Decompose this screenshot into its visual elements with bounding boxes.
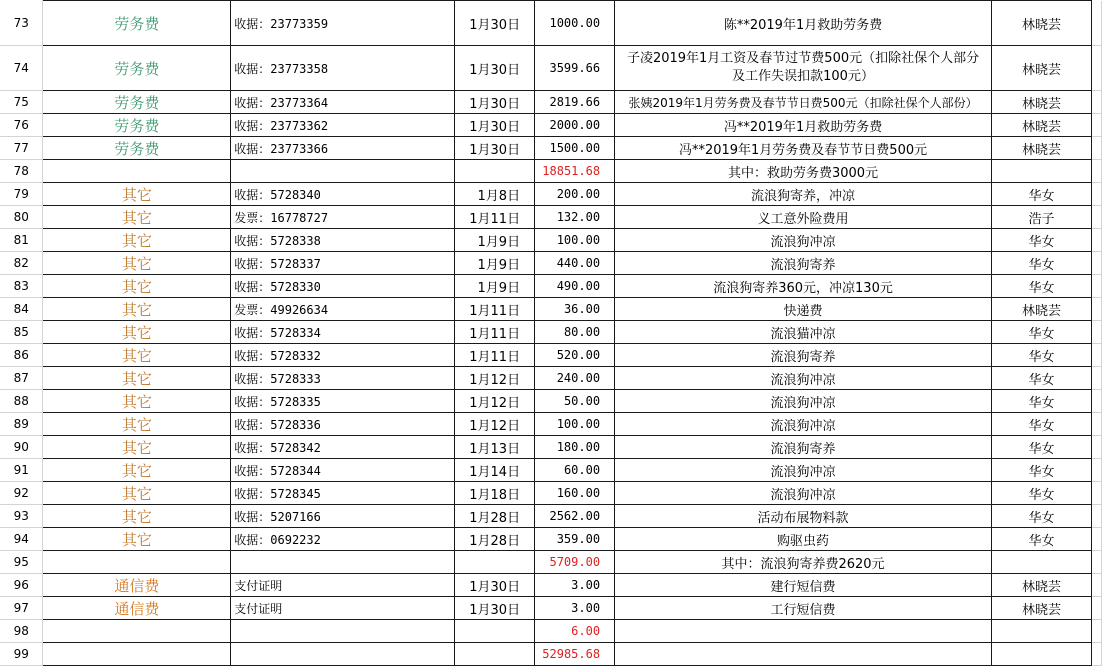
row-number[interactable]: 84 [0, 298, 43, 321]
table-row[interactable] [0, 574, 1102, 597]
cell-category[interactable]: 其它 [43, 206, 231, 229]
cell-person[interactable]: 林晓芸 [992, 91, 1092, 114]
cell-note[interactable]: 流浪猫冲凉 [615, 321, 992, 344]
cell-person[interactable]: 林晓芸 [992, 574, 1092, 597]
cell-document[interactable]: 收据：5728345 [231, 482, 455, 505]
cell-document[interactable] [231, 551, 455, 574]
cell-person[interactable]: 华女 [992, 275, 1092, 298]
table-row[interactable] [0, 367, 1102, 390]
row-number[interactable]: 77 [0, 137, 43, 160]
table-row[interactable] [0, 114, 1102, 137]
cell-amount[interactable]: 100.00 [535, 229, 615, 252]
row-number[interactable]: 75 [0, 91, 43, 114]
cell-person[interactable] [992, 620, 1092, 643]
row-number[interactable]: 88 [0, 390, 43, 413]
cell-person[interactable]: 华女 [992, 528, 1092, 551]
cell-note[interactable] [615, 643, 992, 666]
table-row[interactable] [0, 620, 1102, 643]
table-row[interactable] [0, 275, 1102, 298]
cell-note[interactable]: 子凌2019年1月工资及春节过节费500元（扣除社保个人部分及工作失误扣款100元） [615, 46, 992, 91]
cell-amount[interactable]: 3599.66 [535, 46, 615, 91]
cell-note[interactable] [615, 620, 992, 643]
cell-person[interactable]: 华女 [992, 229, 1092, 252]
cell-person[interactable]: 华女 [992, 183, 1092, 206]
cell-amount[interactable]: 490.00 [535, 275, 615, 298]
cell-document[interactable]: 收据：23773358 [231, 46, 455, 91]
cell-note[interactable]: 流浪狗冲凉 [615, 413, 992, 436]
cell-person[interactable]: 华女 [992, 505, 1092, 528]
cell-category[interactable]: 其它 [43, 528, 231, 551]
cell-empty[interactable] [1091, 321, 1101, 344]
cell-person[interactable]: 华女 [992, 252, 1092, 275]
cell-category[interactable]: 其它 [43, 459, 231, 482]
cell-person[interactable]: 华女 [992, 413, 1092, 436]
cell-date[interactable]: 1月9日 [455, 229, 535, 252]
cell-category[interactable]: 劳务费 [43, 1, 231, 46]
cell-note[interactable]: 流浪狗冲凉 [615, 459, 992, 482]
cell-document[interactable]: 收据：5728337 [231, 252, 455, 275]
cell-amount[interactable]: 52985.68 [535, 643, 615, 666]
cell-category[interactable]: 劳务费 [43, 46, 231, 91]
row-number[interactable]: 73 [0, 1, 43, 46]
cell-document[interactable]: 发票：49926634 [231, 298, 455, 321]
cell-amount[interactable]: 80.00 [535, 321, 615, 344]
cell-empty[interactable] [1091, 46, 1101, 91]
cell-empty[interactable] [1091, 229, 1101, 252]
row-number[interactable]: 82 [0, 252, 43, 275]
cell-amount[interactable]: 3.00 [535, 597, 615, 620]
table-row[interactable] [0, 1, 1102, 46]
cell-document[interactable]: 收据：5728330 [231, 275, 455, 298]
row-number[interactable]: 99 [0, 643, 43, 666]
cell-empty[interactable] [1091, 137, 1101, 160]
cell-document[interactable]: 收据：5728333 [231, 367, 455, 390]
cell-person[interactable]: 华女 [992, 367, 1092, 390]
table-row[interactable] [0, 413, 1102, 436]
cell-amount[interactable]: 520.00 [535, 344, 615, 367]
cell-document[interactable]: 收据：23773359 [231, 1, 455, 46]
table-row[interactable] [0, 459, 1102, 482]
cell-person[interactable]: 华女 [992, 436, 1092, 459]
cell-date[interactable]: 1月28日 [455, 505, 535, 528]
spreadsheet-body [0, 1, 1102, 666]
cell-document[interactable]: 收据：5728336 [231, 413, 455, 436]
row-number[interactable]: 92 [0, 482, 43, 505]
row-number[interactable]: 83 [0, 275, 43, 298]
cell-amount[interactable]: 3.00 [535, 574, 615, 597]
cell-date[interactable]: 1月11日 [455, 321, 535, 344]
cell-amount[interactable]: 5709.00 [535, 551, 615, 574]
cell-category[interactable]: 其它 [43, 436, 231, 459]
table-row[interactable] [0, 298, 1102, 321]
table-row[interactable] [0, 160, 1102, 183]
cell-date[interactable]: 1月11日 [455, 344, 535, 367]
row-number[interactable]: 94 [0, 528, 43, 551]
cell-note[interactable]: 流浪狗寄养 [615, 252, 992, 275]
cell-date[interactable]: 1月28日 [455, 528, 535, 551]
cell-date[interactable] [455, 551, 535, 574]
row-number[interactable]: 78 [0, 160, 43, 183]
cell-category[interactable]: 通信费 [43, 574, 231, 597]
cell-note[interactable]: 快递费 [615, 298, 992, 321]
cell-amount[interactable]: 100.00 [535, 413, 615, 436]
row-number[interactable]: 98 [0, 620, 43, 643]
table-row[interactable] [0, 229, 1102, 252]
cell-person[interactable]: 林晓芸 [992, 46, 1092, 91]
cell-amount[interactable]: 18851.68 [535, 160, 615, 183]
row-number[interactable]: 93 [0, 505, 43, 528]
cell-document[interactable]: 收据：5728342 [231, 436, 455, 459]
cell-amount[interactable]: 36.00 [535, 298, 615, 321]
cell-date[interactable]: 1月14日 [455, 459, 535, 482]
cell-document[interactable] [231, 620, 455, 643]
row-number[interactable]: 86 [0, 344, 43, 367]
row-number[interactable]: 79 [0, 183, 43, 206]
cell-person[interactable]: 林晓芸 [992, 597, 1092, 620]
row-number[interactable]: 90 [0, 436, 43, 459]
cell-date[interactable]: 1月30日 [455, 91, 535, 114]
cell-date[interactable]: 1月11日 [455, 298, 535, 321]
cell-document[interactable]: 支付证明 [231, 574, 455, 597]
cell-category[interactable] [43, 551, 231, 574]
cell-category[interactable] [43, 643, 231, 666]
cell-document[interactable]: 收据：5728335 [231, 390, 455, 413]
cell-category[interactable]: 劳务费 [43, 91, 231, 114]
cell-empty[interactable] [1091, 551, 1101, 574]
cell-empty[interactable] [1091, 390, 1101, 413]
cell-amount[interactable]: 160.00 [535, 482, 615, 505]
cell-date[interactable]: 1月9日 [455, 252, 535, 275]
cell-document[interactable]: 收据：5728340 [231, 183, 455, 206]
cell-category[interactable]: 其它 [43, 298, 231, 321]
cell-category[interactable]: 劳务费 [43, 114, 231, 137]
table-row[interactable] [0, 482, 1102, 505]
table-row[interactable] [0, 551, 1102, 574]
cell-category[interactable] [43, 620, 231, 643]
table-row[interactable] [0, 183, 1102, 206]
cell-person[interactable] [992, 551, 1092, 574]
cell-note[interactable]: 流浪狗冲凉 [615, 390, 992, 413]
table-row[interactable] [0, 528, 1102, 551]
cell-person[interactable]: 林晓芸 [992, 137, 1092, 160]
cell-date[interactable]: 1月30日 [455, 597, 535, 620]
cell-note[interactable]: 活动布展物料款 [615, 505, 992, 528]
cell-document[interactable] [231, 160, 455, 183]
cell-document[interactable]: 收据：0692232 [231, 528, 455, 551]
cell-date[interactable]: 1月30日 [455, 1, 535, 46]
cell-date[interactable]: 1月9日 [455, 275, 535, 298]
row-number[interactable]: 97 [0, 597, 43, 620]
cell-note[interactable]: 冯**2019年1月救助劳务费 [615, 114, 992, 137]
cell-empty[interactable] [1091, 574, 1101, 597]
cell-empty[interactable] [1091, 252, 1101, 275]
cell-date[interactable]: 1月11日 [455, 206, 535, 229]
cell-date[interactable]: 1月30日 [455, 574, 535, 597]
cell-note[interactable]: 流浪狗寄养 [615, 344, 992, 367]
cell-document[interactable]: 收据：5207166 [231, 505, 455, 528]
cell-category[interactable]: 其它 [43, 321, 231, 344]
cell-amount[interactable]: 50.00 [535, 390, 615, 413]
cell-person[interactable]: 华女 [992, 459, 1092, 482]
cell-category[interactable]: 其它 [43, 183, 231, 206]
cell-empty[interactable] [1091, 620, 1101, 643]
cell-note[interactable]: 流浪狗冲凉 [615, 229, 992, 252]
table-row[interactable] [0, 206, 1102, 229]
row-number[interactable]: 80 [0, 206, 43, 229]
table-row[interactable] [0, 46, 1102, 91]
cell-note[interactable]: 流浪狗寄养，冲凉 [615, 183, 992, 206]
cell-note[interactable]: 流浪狗冲凉 [615, 482, 992, 505]
cell-date[interactable]: 1月13日 [455, 436, 535, 459]
table-row[interactable] [0, 390, 1102, 413]
cell-document[interactable]: 发票：16778727 [231, 206, 455, 229]
cell-amount[interactable]: 2819.66 [535, 91, 615, 114]
cell-category[interactable]: 其它 [43, 252, 231, 275]
cell-note[interactable]: 陈**2019年1月救助劳务费 [615, 1, 992, 46]
cell-empty[interactable] [1091, 413, 1101, 436]
cell-note[interactable]: 流浪狗冲凉 [615, 367, 992, 390]
cell-person[interactable]: 林晓芸 [992, 298, 1092, 321]
cell-amount[interactable]: 6.00 [535, 620, 615, 643]
cell-amount[interactable]: 440.00 [535, 252, 615, 275]
cell-date[interactable]: 1月12日 [455, 367, 535, 390]
cell-document[interactable]: 收据：5728332 [231, 344, 455, 367]
cell-person[interactable]: 华女 [992, 390, 1092, 413]
cell-document[interactable]: 收据：5728334 [231, 321, 455, 344]
cell-empty[interactable] [1091, 482, 1101, 505]
row-number[interactable]: 87 [0, 367, 43, 390]
cell-empty[interactable] [1091, 528, 1101, 551]
cell-empty[interactable] [1091, 1, 1101, 46]
cell-empty[interactable] [1091, 436, 1101, 459]
cell-category[interactable]: 其它 [43, 390, 231, 413]
cell-document[interactable]: 收据：5728344 [231, 459, 455, 482]
cell-person[interactable] [992, 643, 1092, 666]
cell-amount[interactable]: 2000.00 [535, 114, 615, 137]
cell-note[interactable]: 其中：流浪狗寄养费2620元 [615, 551, 992, 574]
cell-category[interactable]: 其它 [43, 413, 231, 436]
cell-person[interactable]: 林晓芸 [992, 1, 1092, 46]
cell-category[interactable]: 其它 [43, 367, 231, 390]
table-row[interactable] [0, 321, 1102, 344]
cell-person[interactable]: 浩子 [992, 206, 1092, 229]
cell-empty[interactable] [1091, 160, 1101, 183]
cell-person[interactable]: 华女 [992, 344, 1092, 367]
cell-empty[interactable] [1091, 275, 1101, 298]
cell-note[interactable]: 义工意外险费用 [615, 206, 992, 229]
cell-category[interactable]: 劳务费 [43, 137, 231, 160]
table-row[interactable] [0, 91, 1102, 114]
table-row[interactable] [0, 137, 1102, 160]
cell-note[interactable]: 工行短信费 [615, 597, 992, 620]
cell-empty[interactable] [1091, 298, 1101, 321]
cell-amount[interactable]: 1500.00 [535, 137, 615, 160]
cell-document[interactable]: 收据：23773362 [231, 114, 455, 137]
row-number[interactable]: 81 [0, 229, 43, 252]
cell-category[interactable]: 其它 [43, 229, 231, 252]
cell-date[interactable]: 1月30日 [455, 137, 535, 160]
cell-document[interactable]: 支付证明 [231, 597, 455, 620]
row-number[interactable]: 89 [0, 413, 43, 436]
cell-note[interactable]: 其中：救助劳务费3000元 [615, 160, 992, 183]
cell-empty[interactable] [1091, 367, 1101, 390]
table-row[interactable] [0, 252, 1102, 275]
cell-category[interactable] [43, 160, 231, 183]
cell-empty[interactable] [1091, 114, 1101, 137]
cell-category[interactable]: 其它 [43, 505, 231, 528]
cell-amount[interactable]: 240.00 [535, 367, 615, 390]
cell-note[interactable]: 冯**2019年1月劳务费及春节节日费500元 [615, 137, 992, 160]
cell-note[interactable]: 流浪狗寄养 [615, 436, 992, 459]
cell-empty[interactable] [1091, 459, 1101, 482]
cell-amount[interactable]: 1000.00 [535, 1, 615, 46]
table-row[interactable] [0, 436, 1102, 459]
cell-date[interactable] [455, 643, 535, 666]
cell-person[interactable]: 林晓芸 [992, 114, 1092, 137]
cell-person[interactable]: 华女 [992, 321, 1092, 344]
cell-amount[interactable]: 180.00 [535, 436, 615, 459]
cell-person[interactable] [992, 160, 1092, 183]
table-row[interactable] [0, 344, 1102, 367]
cell-empty[interactable] [1091, 206, 1101, 229]
cell-amount[interactable]: 200.00 [535, 183, 615, 206]
table-row[interactable] [0, 505, 1102, 528]
cell-amount[interactable]: 60.00 [535, 459, 615, 482]
cell-category[interactable]: 其它 [43, 275, 231, 298]
cell-category[interactable]: 通信费 [43, 597, 231, 620]
cell-note[interactable]: 建行短信费 [615, 574, 992, 597]
row-number[interactable]: 76 [0, 114, 43, 137]
cell-empty[interactable] [1091, 505, 1101, 528]
cell-empty[interactable] [1091, 91, 1101, 114]
cell-date[interactable]: 1月8日 [455, 183, 535, 206]
cell-empty[interactable] [1091, 344, 1101, 367]
cell-empty[interactable] [1091, 643, 1101, 666]
cell-note[interactable]: 张姨2019年1月劳务费及春节节日费500元（扣除社保个人部份） [615, 91, 992, 114]
row-number[interactable]: 91 [0, 459, 43, 482]
cell-date[interactable] [455, 620, 535, 643]
cell-empty[interactable] [1091, 597, 1101, 620]
cell-amount[interactable]: 132.00 [535, 206, 615, 229]
row-number[interactable]: 95 [0, 551, 43, 574]
cell-document[interactable] [231, 643, 455, 666]
cell-date[interactable]: 1月12日 [455, 390, 535, 413]
row-number[interactable]: 74 [0, 46, 43, 91]
cell-date[interactable]: 1月30日 [455, 114, 535, 137]
row-number[interactable]: 85 [0, 321, 43, 344]
cell-note[interactable]: 购驱虫药 [615, 528, 992, 551]
cell-document[interactable]: 收据：23773364 [231, 91, 455, 114]
cell-date[interactable]: 1月12日 [455, 413, 535, 436]
cell-date[interactable]: 1月30日 [455, 46, 535, 91]
cell-date[interactable] [455, 160, 535, 183]
cell-date[interactable]: 1月18日 [455, 482, 535, 505]
cell-category[interactable]: 其它 [43, 344, 231, 367]
cell-amount[interactable]: 2562.00 [535, 505, 615, 528]
table-row[interactable] [0, 597, 1102, 620]
cell-empty[interactable] [1091, 183, 1101, 206]
cell-person[interactable]: 华女 [992, 482, 1092, 505]
table-row[interactable] [0, 643, 1102, 666]
cell-note[interactable]: 流浪狗寄养360元，冲凉130元 [615, 275, 992, 298]
cell-category[interactable]: 其它 [43, 482, 231, 505]
cell-amount[interactable]: 359.00 [535, 528, 615, 551]
cell-document[interactable]: 收据：23773366 [231, 137, 455, 160]
cell-document[interactable]: 收据：5728338 [231, 229, 455, 252]
row-number[interactable]: 96 [0, 574, 43, 597]
